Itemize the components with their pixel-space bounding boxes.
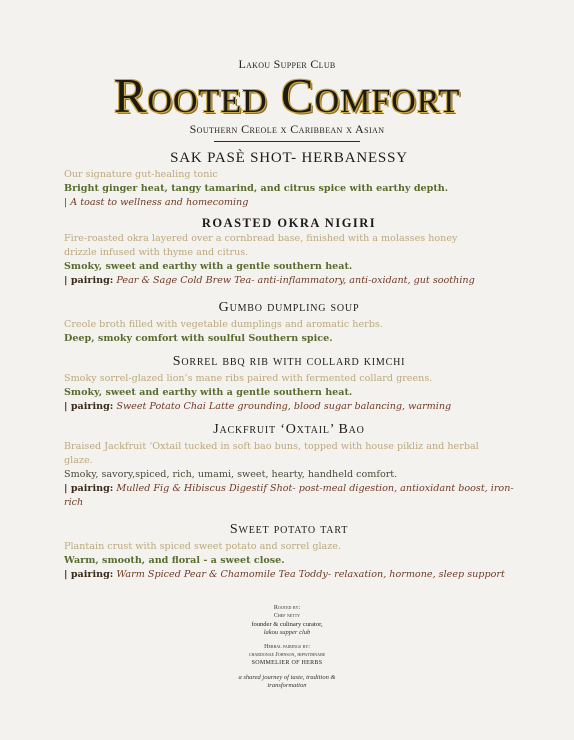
pairing-text: Mulled Fig & Hibiscus Digestif Shot- post-meal digestion, antioxidant boost, iron-: [116, 483, 514, 494]
menu-item-desc: Fire-roasted okra layered over a cornbread base, finished with a molasses honey: [64, 233, 458, 244]
club-name: Lakou Supper Club: [238, 57, 336, 71]
menu-item-title: Jackfruit ‘Oxtail’ Bao: [213, 422, 365, 437]
menu-item-taste: Smoky, savory,spiced, rich, umami, sweet, hearty, handheld comfort.: [64, 469, 398, 480]
menu-subtitle: Southern Creole x Caribbean x Asian: [189, 122, 385, 136]
menu-item: [64, 352, 514, 414]
club-credit: lakou supper club: [263, 629, 311, 636]
chef-role: founder & culinary curator,: [251, 621, 323, 628]
herbalist-role: SOMMELIER OF HERBS: [251, 660, 323, 666]
menu-item-desc: Braised Jackfruit ‘Oxtail tucked in soft bao buns, topped with house pikliz and herbal: [64, 441, 479, 452]
menu-item-desc: Plantain crust with spiced sweet potato and sorrel glaze.: [64, 541, 342, 552]
menu-title: Rooted Comfort: [113, 68, 461, 123]
pairing-label: | pairing:: [64, 401, 114, 412]
menu-item-taste: Smoky, sweet and earthy with a gentle southern heat.: [64, 261, 353, 272]
menu-item-taste: Bright ginger heat, tangy tamarind, and citrus spice with earthy depth.: [64, 183, 449, 194]
herbalist-name: chardonae Johnson, hipwithnabe: [248, 652, 326, 658]
pairing-label: | pairing:: [64, 483, 114, 494]
menu-item-taste: Smoky, sweet and earthy with a gentle southern heat.: [64, 387, 353, 398]
pairing-text: Warm Spiced Pear & Chamomile Tea Toddy- relaxation, hormone, sleep support: [116, 569, 505, 580]
menu-item-pairing: [64, 568, 514, 582]
menu-item-taste: Warm, smooth, and floral - a sweet close.: [64, 555, 285, 566]
menu-item-pairing: | A toast to wellness and homecoming: [64, 197, 249, 208]
menu-item-taste: Deep, smoky comfort with soulful Southern spice.: [64, 333, 333, 344]
menu-item: [64, 214, 514, 288]
menu-item-title: ROASTED OKRA NIGIRI: [201, 216, 377, 230]
pairing-label: | pairing:: [64, 275, 114, 286]
tagline-cont: transformation: [267, 682, 307, 689]
menu-item-desc: Creole broth filled with vegetable dumplings and aromatic herbs.: [64, 319, 383, 330]
menu-item: [64, 520, 514, 582]
menu-item-title: Sweet potato tart: [229, 522, 349, 537]
menu-item-pairing: [64, 400, 514, 414]
menu-item-title: Sorrel bbq rib with collard kimchi: [172, 354, 406, 369]
menu-item-desc: drizzle infused with thyme and citrus.: [64, 247, 249, 258]
divider: [214, 141, 360, 142]
credits: [180, 604, 394, 690]
menu-item: [64, 298, 514, 346]
herbal-label: Herbal pairings by:: [264, 644, 310, 650]
menu-item-pairing-cont: rich: [64, 497, 84, 508]
menu-item: [64, 148, 514, 210]
menu-item-pairing: [64, 274, 514, 288]
pairing-text: Sweet Potato Chai Latte grounding, blood sugar balancing, warming: [116, 401, 452, 412]
menu-item-title: Gumbo dumpling soup: [218, 300, 360, 315]
menu-item-desc: Smoky sorrel-glazed lion’s mane ribs paired with fermented collard greens.: [64, 373, 433, 384]
pairing-label: | pairing:: [64, 569, 114, 580]
chef-name: Chef netty: [273, 613, 301, 619]
menu-item-desc: glaze.: [64, 455, 93, 466]
rooted-by-label: Rooted by:: [273, 605, 301, 611]
menu-item: [64, 420, 514, 510]
menu-item-title: SAK PASÈ SHOT- HERBANESSY: [170, 150, 408, 166]
menu-item-desc: Our signature gut-healing tonic: [64, 169, 218, 180]
tagline: a shared journey of taste, tradition &: [238, 674, 336, 681]
menu-item-pairing: [64, 482, 514, 496]
pairing-text: Pear & Sage Cold Brew Tea- anti-inflammatory, anti-oxidant, gut soothing: [116, 275, 475, 286]
